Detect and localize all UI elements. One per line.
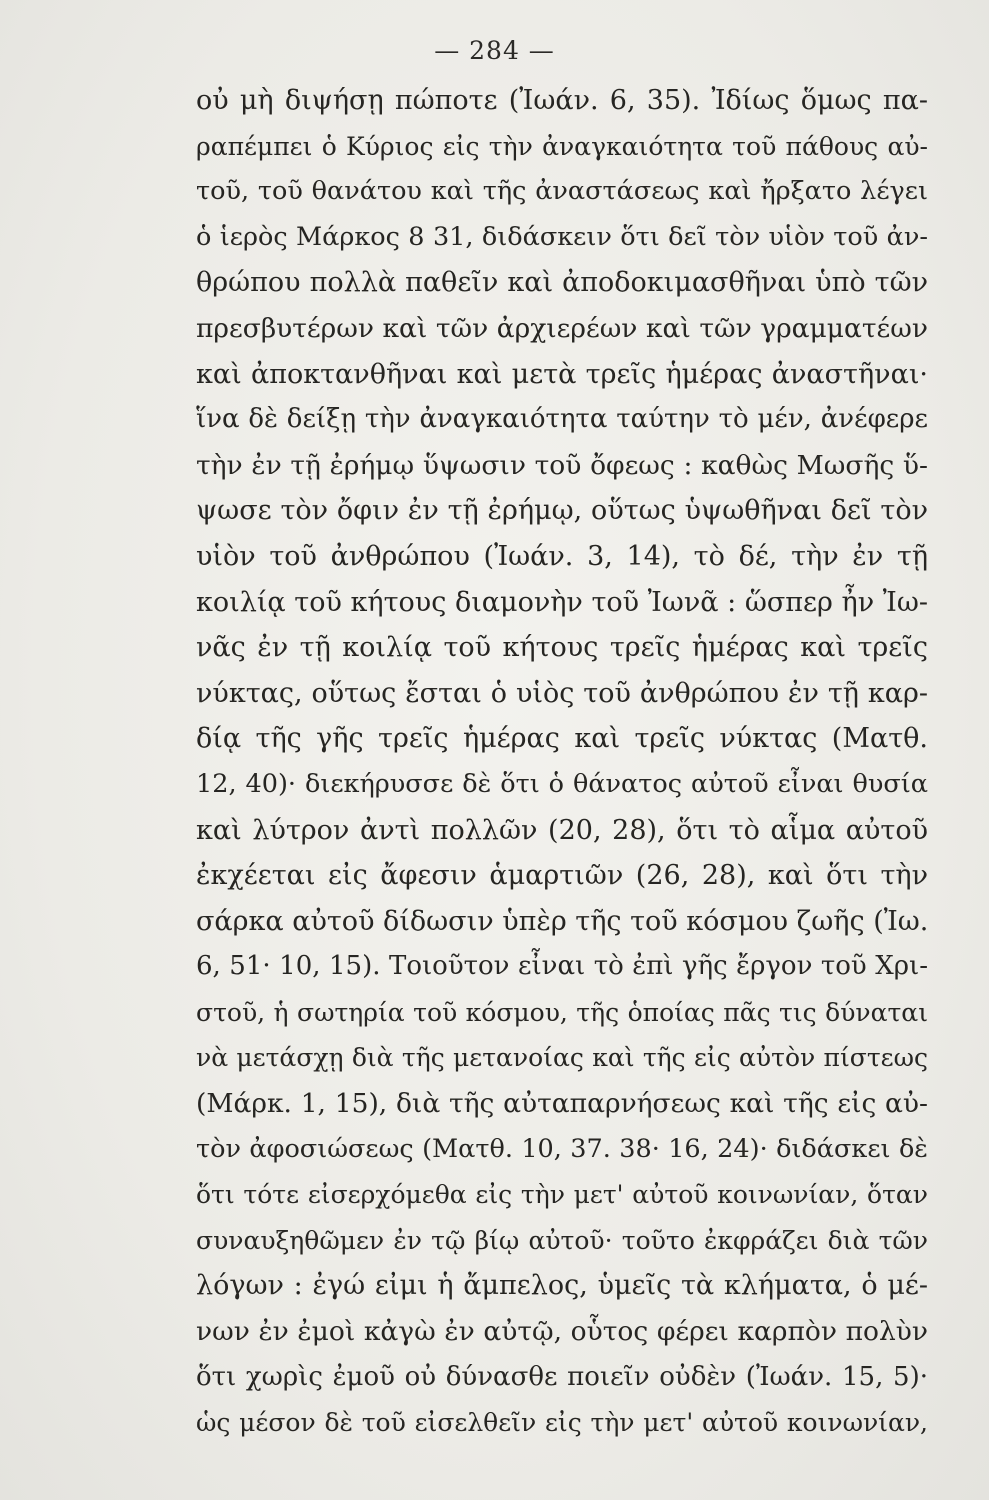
text-line: δίᾳ τῆς γῆς τρεῖς ἡμέρας καὶ τρεῖς νύκτας (Ματθ. bbox=[196, 723, 928, 755]
page-number: — 284 — bbox=[434, 36, 555, 65]
text-line: νων ἐν ἐμοὶ κἀγὼ ἐν αὐτῷ, οὗτος φέρει καρπὸν πολὺν bbox=[196, 1316, 928, 1348]
text-line: (Μάρκ. 1, 15), διὰ τῆς αὐταπαρνήσεως καὶ τῆς εἰς αὐ- bbox=[196, 1088, 928, 1120]
text-line: ραπέμπει ὁ Κύριος εἰς τὴν ἀναγκαιότητα τοῦ πάθους αὐ- bbox=[196, 131, 928, 161]
text-line: ψωσε τὸν ὄφιν ἐν τῇ ἐρήμῳ, οὕτως ὑψωθῆναι δεῖ τὸν bbox=[196, 495, 928, 527]
text-line: λόγων : ἐγώ εἰμι ἡ ἄμπελος, ὑμεῖς τὰ κλήματα, ὁ μέ- bbox=[196, 1270, 928, 1302]
text-line: ὡς μέσον δὲ τοῦ εἰσελθεῖν εἰς τὴν μετ' αὐτοῦ κοινωνίαν, bbox=[196, 1408, 928, 1438]
body-text bbox=[196, 78, 928, 1446]
text-line: συναυξηθῶμεν ἐν τῷ βίῳ αὐτοῦ· τοῦτο ἐκφράζει διὰ τῶν bbox=[196, 1225, 928, 1255]
text-line: θρώπου πολλὰ παθεῖν καὶ ἀποδοκιμασθῆναι ὑπὸ τῶν bbox=[196, 267, 928, 299]
text-line: νύκτας, οὕτως ἔσται ὁ υἱὸς τοῦ ἀνθρώπου ἐν τῇ καρ- bbox=[196, 677, 928, 709]
text-line: πρεσβυτέρων καὶ τῶν ἀρχιερέων καὶ τῶν γραμματέων bbox=[196, 312, 928, 344]
text-line: σάρκα αὐτοῦ δίδωσιν ὑπὲρ τῆς τοῦ κόσμου ζωῆς (Ἰω. bbox=[196, 905, 928, 937]
text-line: ὁ ἱερὸς Μάρκος 8 31, διδάσκειν ὅτι δεῖ τὸν υἱὸν τοῦ ἀν- bbox=[196, 221, 928, 252]
text-line: κοιλίᾳ τοῦ κήτους διαμονὴν τοῦ Ἰωνᾶ : ὥσπερ ἦν Ἰω- bbox=[196, 586, 928, 618]
text-line: υἱὸν τοῦ ἀνθρώπου (Ἰωάν. 3, 14), τὸ δέ, τὴν ἐν τῇ bbox=[196, 540, 928, 572]
text-line: τὸν ἀφοσιώσεως (Ματθ. 10, 37. 38· 16, 24)· διδάσκει δὲ bbox=[196, 1133, 928, 1164]
text-line: τὴν ἐν τῇ ἐρήμῳ ὕψωσιν τοῦ ὄφεως : καθὼς Μωσῆς ὕ- bbox=[196, 449, 928, 481]
text-line: καὶ λύτρον ἀντὶ πολλῶν (20, 28), ὅτι τὸ αἷμα αὐτοῦ bbox=[196, 814, 928, 846]
text-line: ὅτι χωρὶς ἐμοῦ οὐ δύνασθε ποιεῖν οὐδὲν (Ἰωάν. 15, 5)· bbox=[196, 1361, 928, 1392]
text-line: στοῦ, ἡ σωτηρία τοῦ κόσμου, τῆς ὁποίας πᾶς τις δύναται bbox=[196, 997, 928, 1027]
text-line: ἵνα δὲ δείξῃ τὴν ἀναγκαιότητα ταύτην τὸ μέν, ἀνέφερε bbox=[196, 404, 928, 435]
text-line: νὰ μετάσχῃ διὰ τῆς μετανοίας καὶ τῆς εἰς αὐτὸν πίστεως bbox=[196, 1043, 928, 1073]
text-line: 12, 40)· διεκήρυσσε δὲ ὅτι ὁ θάνατος αὐτοῦ εἶναι θυσία bbox=[196, 768, 928, 799]
text-line: τοῦ, τοῦ θανάτου καὶ τῆς ἀναστάσεως καὶ ἤρξατο λέγει bbox=[196, 176, 928, 207]
text-line: καὶ ἀποκτανθῆναι καὶ μετὰ τρεῖς ἡμέρας ἀναστῆναι· bbox=[196, 358, 928, 390]
text-line: 6, 51· 10, 15). Τοιοῦτον εἶναι τὸ ἐπὶ γῆς ἔργον τοῦ Χρι- bbox=[196, 951, 928, 982]
text-line: ὅτι τότε εἰσερχόμεθα εἰς τὴν μετ' αὐτοῦ κοινωνίαν, ὅταν bbox=[196, 1180, 928, 1210]
text-line: νᾶς ἐν τῇ κοιλίᾳ τοῦ κήτους τρεῖς ἡμέρας καὶ τρεῖς bbox=[196, 632, 928, 664]
text-line: ἐκχέεται εἰς ἄφεσιν ἁμαρτιῶν (26, 28), καὶ ὅτι τὴν bbox=[196, 860, 928, 892]
text-line: οὐ μὴ διψήσῃ πώποτε (Ἰωάν. 6, 35). Ἰδίως ὅμως πα- bbox=[196, 85, 928, 116]
